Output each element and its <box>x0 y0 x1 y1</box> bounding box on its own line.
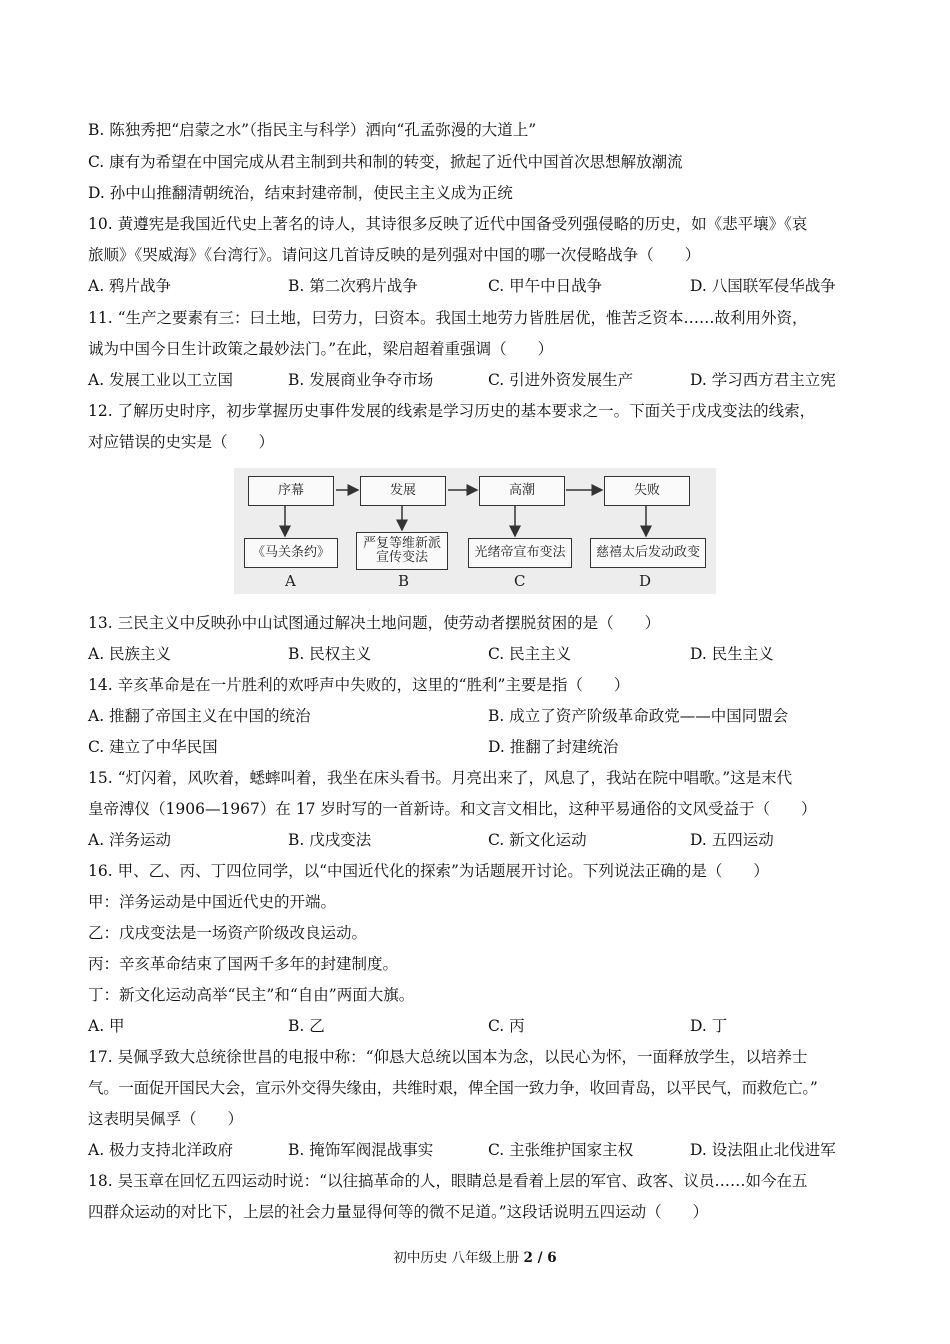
q11-option-c[interactable]: C. 引进外资发展生产 <box>488 371 634 389</box>
q15-option-b[interactable]: B. 戊戌变法 <box>288 831 372 849</box>
q10-option-a[interactable]: A. 鸦片战争 <box>88 277 172 295</box>
stage-climax: 高潮 <box>479 476 565 506</box>
q13-options <box>88 643 868 665</box>
q17-stem-line3: 这表明吴佩孚（ ） <box>88 1110 244 1128</box>
q17-option-d[interactable]: D. 设法阻止北伐进军 <box>690 1141 836 1159</box>
q16-statement-yi: 乙：戊戌变法是一场资产阶级改良运动。 <box>88 924 368 942</box>
q17-option-b[interactable]: B. 掩饰军阀混战事实 <box>288 1141 434 1159</box>
q14-option-c[interactable]: C. 建立了中华民国 <box>88 738 218 756</box>
q15-options <box>88 829 868 851</box>
q11-option-b[interactable]: B. 发展商业争夺市场 <box>288 371 434 389</box>
q15-option-c[interactable]: C. 新文化运动 <box>488 831 587 849</box>
q10-option-b[interactable]: B. 第二次鸦片战争 <box>288 277 418 295</box>
q16-option-d[interactable]: D. 丁 <box>690 1017 728 1035</box>
stage-prelude: 序幕 <box>248 476 334 506</box>
q17-options <box>88 1139 868 1161</box>
footer-page-number: 2 / 6 <box>523 1250 557 1266</box>
q14-stem: 14. 辛亥革命是在一片胜利的欢呼声中失败的，这里的“胜利”主要是指（ ） <box>88 676 630 694</box>
label-b: B <box>398 572 410 590</box>
q16-statement-ding: 丁：新文化运动高举“民主”和“自由”两面大旗。 <box>88 986 415 1004</box>
q15-stem-line1: 15. “灯闪着，风吹着，蟋蟀叫着，我坐在床头看书。月亮出来了，风息了，我站在院中唱歌。”这是末代 <box>88 769 793 787</box>
q17-option-a[interactable]: A. 极力支持北洋政府 <box>88 1141 234 1159</box>
q15-option-a[interactable]: A. 洋务运动 <box>88 831 172 849</box>
q14-options-row2 <box>88 736 868 758</box>
q16-statement-bing: 丙：辛亥革命结束了国两千多年的封建制度。 <box>88 955 399 973</box>
event-c: 光绪帝宣布变法 <box>468 538 572 568</box>
event-a: 《马关条约》 <box>244 538 338 568</box>
q9-option-d: D. 孙中山推翻清朝统治，结束封建帝制，使民主主义成为正统 <box>88 184 513 202</box>
q11-stem-line1: 11. “生产之要素有三：曰土地，曰劳力，曰资本。我国土地劳力皆胜居优，惟苦乏资本……故利用外资， <box>88 309 808 327</box>
stage-failure: 失败 <box>604 476 690 506</box>
q13-option-c[interactable]: C. 民主主义 <box>488 645 572 663</box>
reform-timeline-figure <box>234 468 716 594</box>
q10-options <box>88 275 868 297</box>
label-c: C <box>514 572 526 590</box>
q17-stem-line1: 17. 吴佩孚致大总统徐世昌的电报中称：“仰恳大总统以国本为念，以民心为怀，一面释放学生，以培养士 <box>88 1048 808 1066</box>
q18-stem-line1: 18. 吴玉章在回忆五四运动时说：“以往搞革命的人，眼睛总是看着上层的军官、政客、议员……如今在五 <box>88 1172 808 1190</box>
page-footer <box>0 1246 950 1266</box>
q14-option-d[interactable]: D. 推翻了封建统治 <box>488 738 619 756</box>
q10-option-d[interactable]: D. 八国联军侵华战争 <box>690 277 836 295</box>
q9-option-b: B. 陈独秀把“启蒙之水”（指民主与科学）洒向“孔孟弥漫的大道上” <box>88 121 537 139</box>
q16-options <box>88 1015 868 1037</box>
q16-stem: 16. 甲、乙、丙、丁四位同学，以“中国近代化的探索”为话题展开讨论。下列说法正确的是（ ） <box>88 862 769 880</box>
q12-stem-line2: 对应错误的史实是（ ） <box>88 433 275 451</box>
q11-option-a[interactable]: A. 发展工业以工立国 <box>88 371 234 389</box>
q11-options <box>88 369 868 391</box>
q11-stem-line2: 诚为中国今日生计政策之最妙法门。”在此，梁启超着重强调（ ） <box>88 340 554 358</box>
q18-stem-line2: 四群众运动的对比下，上层的社会力量显得何等的微不足道。”这段话说明五四运动（ ） <box>88 1203 709 1221</box>
footer-course: 初中历史 八年级上册 <box>393 1250 520 1266</box>
q13-stem: 13. 三民主义中反映孙中山试图通过解决土地问题，使劳动者摆脱贫困的是（ ） <box>88 614 661 632</box>
event-b: 严复等维新派宣传变法 <box>356 532 448 570</box>
q17-option-c[interactable]: C. 主张维护国家主权 <box>488 1141 634 1159</box>
q11-option-d[interactable]: D. 学习西方君主立宪 <box>690 371 836 389</box>
label-a: A <box>285 572 296 590</box>
q13-option-d[interactable]: D. 民生主义 <box>690 645 774 663</box>
q16-option-c[interactable]: C. 丙 <box>488 1017 525 1035</box>
q10-option-c[interactable]: C. 甲午中日战争 <box>488 277 603 295</box>
q9-option-c: C. 康有为希望在中国完成从君主制到共和制的转变，掀起了近代中国首次思想解放潮流 <box>88 153 683 171</box>
q17-stem-line2: 气。一面促开国民大会，宣示外交得失缘由，共维时艰，俾全国一致力争，收回青岛，以平民气，而救危亡。” <box>88 1079 818 1097</box>
q10-stem-line1: 10. 黄遵宪是我国近代史上著名的诗人，其诗很多反映了近代中国备受列强侵略的历史，如《悲平壤》《哀 <box>88 215 808 233</box>
q12-stem-line1: 12. 了解历史时序，初步掌握历史事件发展的线索是学习历史的基本要求之一。下面关于戊戌变法的线索， <box>88 402 816 420</box>
q14-options-row1 <box>88 705 868 727</box>
label-d: D <box>639 572 652 590</box>
q16-option-a[interactable]: A. 甲 <box>88 1017 125 1035</box>
q14-option-a[interactable]: A. 推翻了帝国主义在中国的统治 <box>88 707 311 725</box>
q15-stem-line2: 皇帝溥仪（1906—1967）在 17 岁时写的一首新诗。和文言文相比，这种平易通俗的文风受益于（ ） <box>88 800 817 818</box>
q13-option-a[interactable]: A. 民族主义 <box>88 645 172 663</box>
q14-option-b[interactable]: B. 成立了资产阶级革命政党——中国同盟会 <box>488 707 789 725</box>
q16-statement-jia: 甲：洋务运动是中国近代史的开端。 <box>88 893 337 911</box>
q16-option-b[interactable]: B. 乙 <box>288 1017 325 1035</box>
q10-stem-line2: 旅顺》《哭威海》《台湾行》。请问这几首诗反映的是列强对中国的哪一次侵略战争（ ） <box>88 246 701 264</box>
event-d: 慈禧太后发动政变 <box>590 538 706 568</box>
q13-option-b[interactable]: B. 民权主义 <box>288 645 372 663</box>
stage-development: 发展 <box>360 476 446 506</box>
q15-option-d[interactable]: D. 五四运动 <box>690 831 774 849</box>
